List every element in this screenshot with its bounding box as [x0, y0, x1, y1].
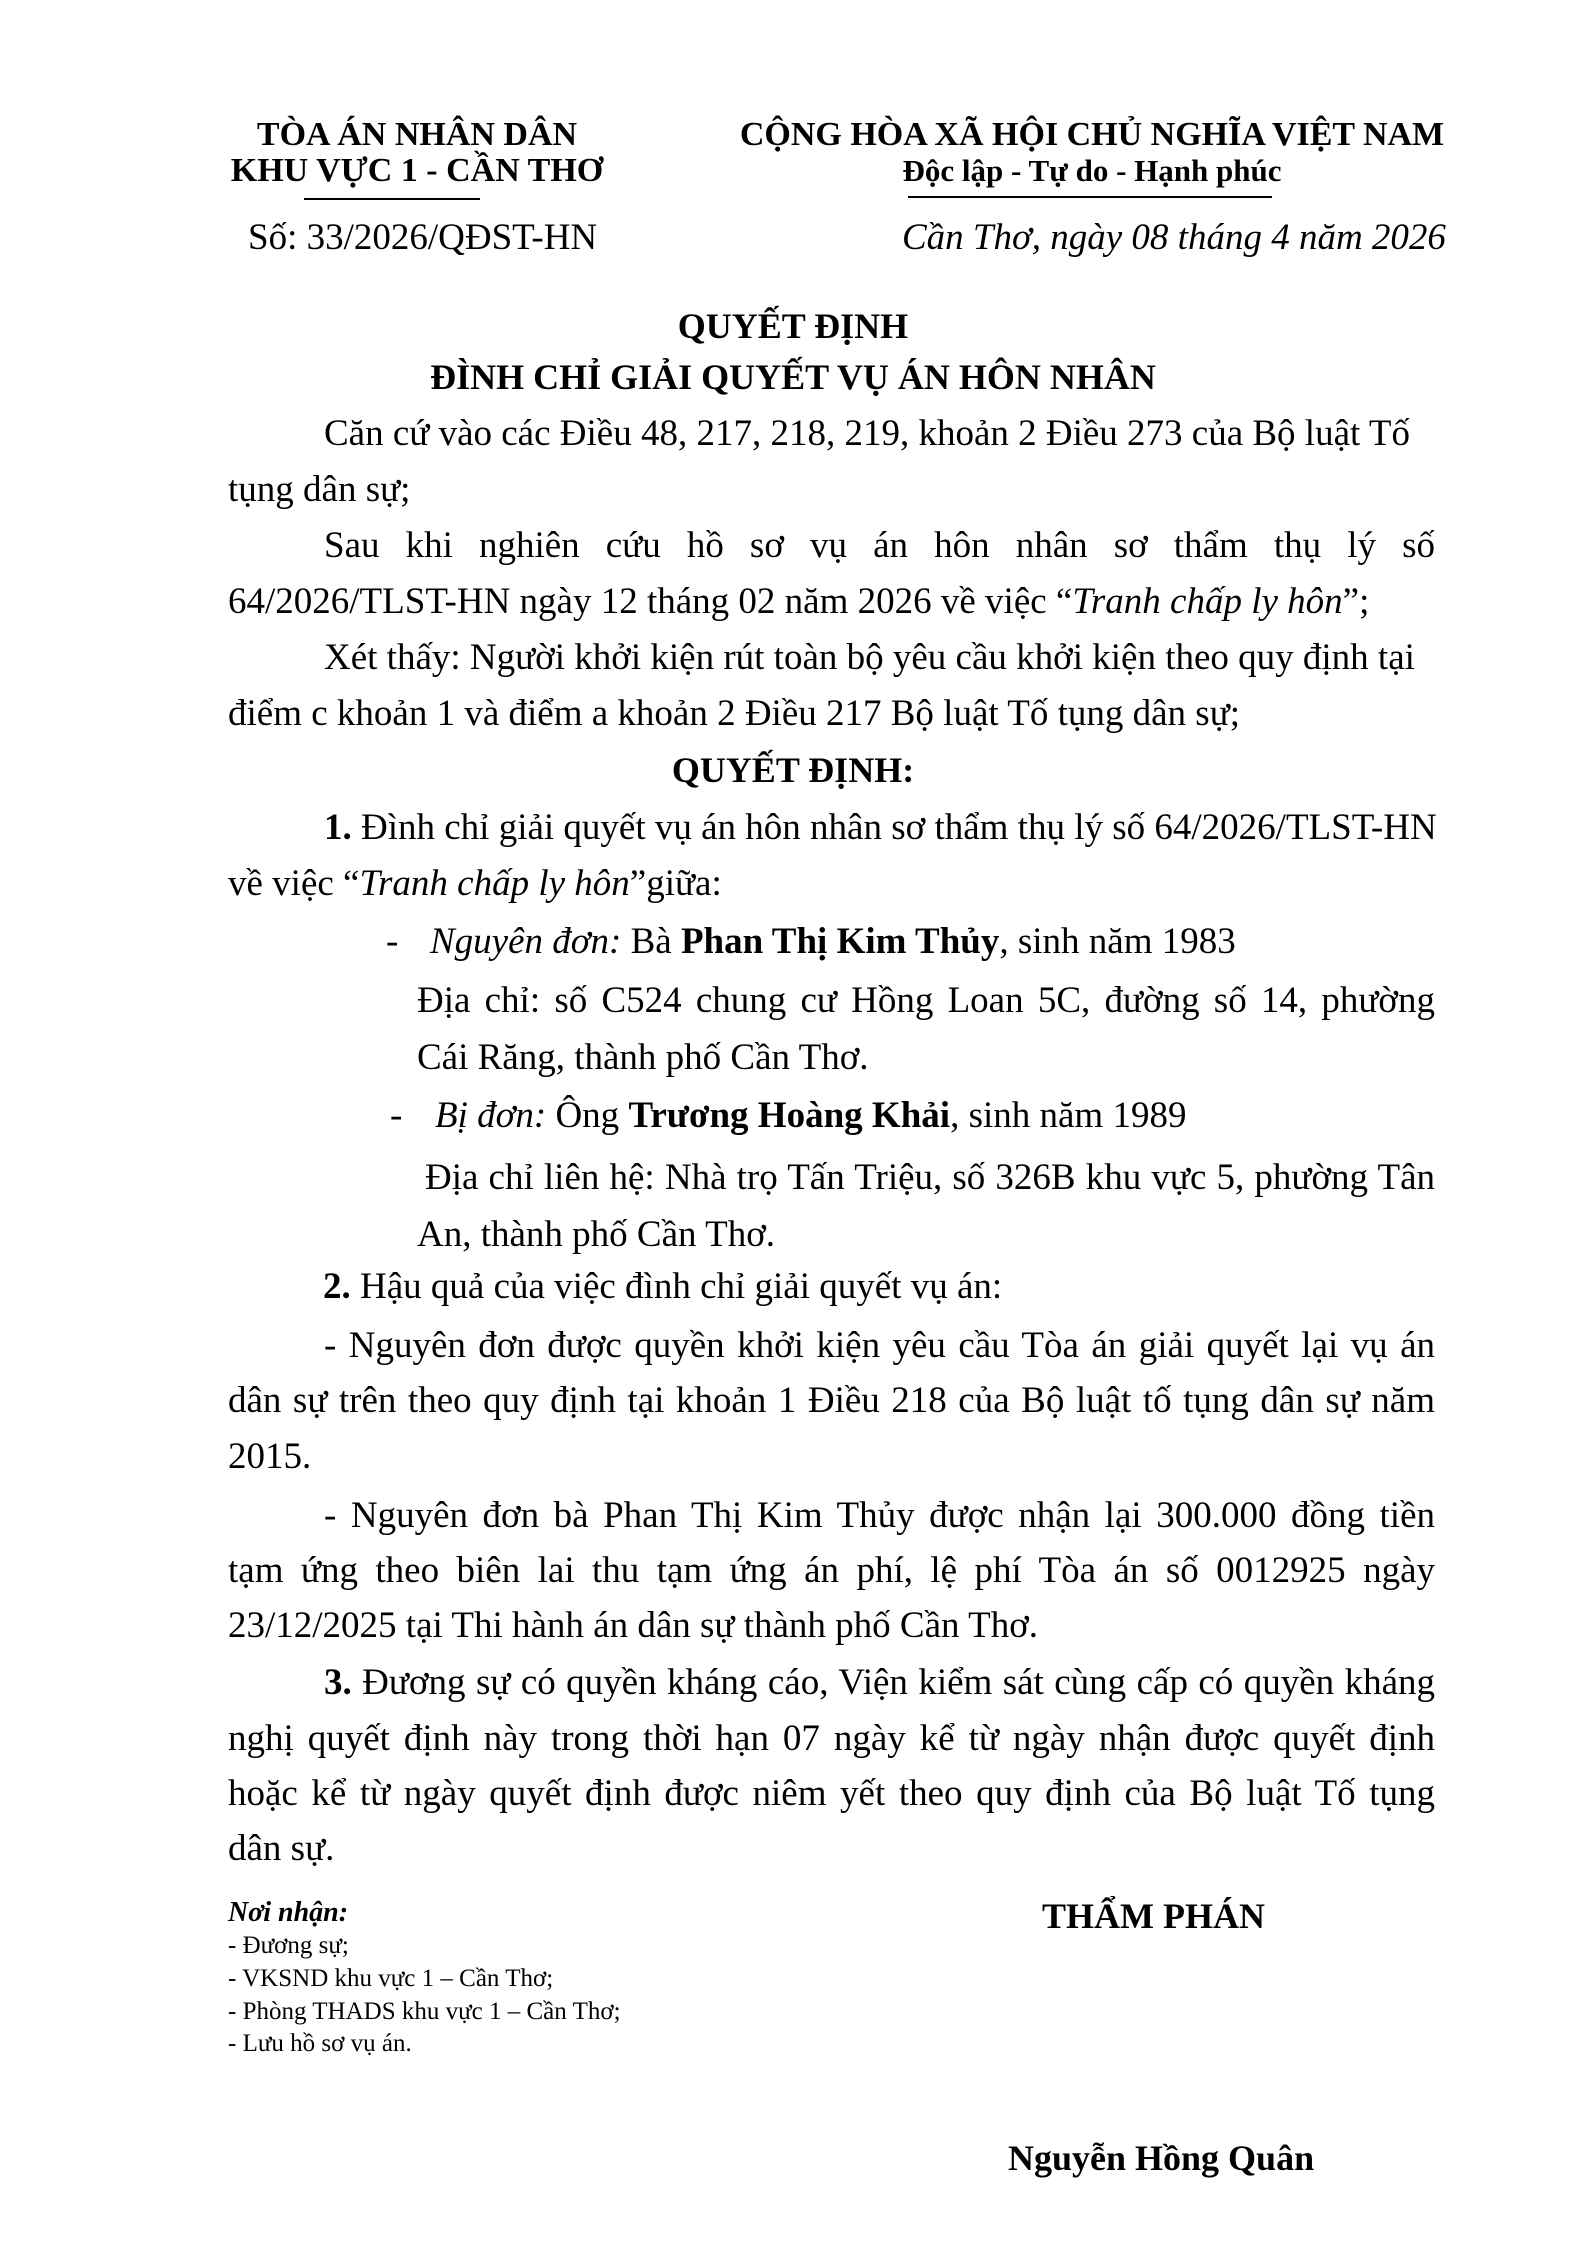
item2-a-line2 [228, 1379, 1435, 1423]
defendant-dash: - [390, 1095, 403, 1136]
item1-line2 [228, 862, 722, 906]
item1-between: ”giữa: [629, 863, 722, 904]
place-date: Cần Thơ, ngày 08 tháng 4 năm 2026 [902, 217, 1446, 258]
item2-a-line3: 2015. [228, 1436, 312, 1477]
court-name-line1: TÒA ÁN NHÂN DÂN [256, 116, 578, 153]
defendant-line [435, 1094, 1186, 1138]
case-review-text: Sau khi nghiên cứu hồ sơ vụ án hôn nhân sơ thẩm thụ lý số [324, 525, 1435, 566]
plaintiff-prefix: Bà [621, 921, 681, 962]
item3-text2: nghị quyết định này trong thời hạn 07 ngày kể từ ngày nhận được quyết định [228, 1718, 1435, 1759]
recipient-item: - VKSND khu vực 1 – Cần Thơ; [228, 1965, 554, 1992]
case-review-line1 [324, 524, 1435, 568]
item2-b-text1: - Nguyên đơn bà Phan Thị Kim Thủy được nhận lại 300.000 đồng tiền [324, 1495, 1435, 1536]
defendant-prefix: Ông [546, 1095, 629, 1136]
court-name [212, 115, 622, 191]
item3-line3 [228, 1772, 1435, 1816]
defendant-role: Bị đơn: [435, 1095, 547, 1136]
defendant-address-line1 [425, 1156, 1435, 1200]
item2-heading [323, 1265, 1002, 1309]
court-name-line2: KHU VỰC 1 - CẦN THƠ [230, 152, 604, 189]
item1-case-type: Tranh chấp ly hôn [359, 863, 630, 904]
document-title: QUYẾT ĐỊNH [677, 306, 909, 346]
item3-line2 [228, 1717, 1435, 1761]
consideration-line1: Xét thấy: Người khởi kiện rút toàn bộ yêu cầu khởi kiện theo quy định tại [324, 637, 1415, 678]
plaintiff-address-line1 [417, 979, 1435, 1023]
item1-number: 1. [324, 807, 352, 848]
item2-a-text1: - Nguyên đơn được quyền khởi kiện yêu cầu Tòa án giải quyết lại vụ án [324, 1325, 1435, 1366]
national-motto [712, 115, 1472, 191]
case-review-line2 [228, 580, 1369, 624]
item2-a-text2: dân sự trên theo quy định tại khoản 1 Điều 218 của Bộ luật tố tụng dân sự năm [228, 1380, 1435, 1421]
recipients-label: Nơi nhận: [228, 1897, 349, 1928]
signer-name: Nguyễn Hồng Quân [1008, 2138, 1315, 2178]
plaintiff-address: Địa chỉ: số C524 chung cư Hồng Loan 5C, đường số 14, phường [417, 980, 1435, 1021]
item2-title: Hậu quả của việc đình chỉ giải quyết vụ án: [350, 1266, 1003, 1307]
national-slogan-underline [908, 196, 1272, 198]
item3-text1: Đương sự có quyền kháng cáo, Viện kiểm sát cùng cấp có quyền kháng [351, 1662, 1435, 1703]
defendant-birth: , sinh năm 1989 [950, 1095, 1187, 1136]
plaintiff-name: Phan Thị Kim Thủy [680, 921, 1000, 962]
recipient-item: - Lưu hồ sơ vụ án. [228, 2030, 412, 2057]
item3-text3: hoặc kể từ ngày quyết định được niêm yết theo quy định của Bộ luật Tố tụng [228, 1773, 1435, 1814]
recipient-item: - Phòng THADS khu vực 1 – Cần Thơ; [228, 1998, 621, 2025]
item1-ref: về việc “ [228, 863, 360, 904]
case-type: Tranh chấp ly hôn [1072, 581, 1343, 622]
case-review-ref: 64/2026/TLST-HN ngày 12 tháng 02 năm 2026 về việc “ [228, 581, 1073, 622]
item2-b-line2 [228, 1549, 1435, 1593]
item3-number: 3. [324, 1662, 352, 1703]
case-review-end: ”; [1342, 581, 1370, 622]
item1-line1 [324, 806, 1437, 850]
consideration-line2: điểm c khoản 1 và điểm a khoản 2 Điều 217 Bộ luật Tố tụng dân sự; [228, 693, 1241, 734]
item2-b-line3: 23/12/2025 tại Thi hành án dân sự thành phố Cần Thơ. [228, 1605, 1039, 1646]
plaintiff-address-line2: Cái Răng, thành phố Cần Thơ. [417, 1037, 869, 1078]
defendant-address-line2: An, thành phố Cần Thơ. [417, 1214, 776, 1255]
national-name: CỘNG HÒA XÃ HỘI CHỦ NGHĨA VIỆT NAM [739, 116, 1445, 153]
defendant-name: Trương Hoàng Khải [628, 1095, 951, 1136]
plaintiff-birth: , sinh năm 1983 [999, 921, 1236, 962]
legal-basis-line1: Căn cứ vào các Điều 48, 217, 218, 219, khoản 2 Điều 273 của Bộ luật Tố [324, 413, 1410, 454]
item3-line4: dân sự. [228, 1828, 335, 1869]
item3-line1 [324, 1661, 1435, 1705]
decision-heading: QUYẾT ĐỊNH: [671, 750, 915, 790]
plaintiff-dash: - [386, 921, 399, 962]
legal-basis-line2: tụng dân sự; [228, 469, 411, 510]
plaintiff-line [430, 920, 1236, 964]
item1-text: Đình chỉ giải quyết vụ án hôn nhân sơ thẩm thụ lý số 64/2026/TLST-HN [351, 807, 1437, 848]
signer-title: THẨM PHÁN [1042, 1896, 1265, 1936]
item2-number: 2. [323, 1266, 351, 1307]
item2-a-line1 [324, 1324, 1435, 1368]
document-number: Số: 33/2026/QĐST-HN [248, 217, 598, 258]
recipient-item: - Đương sự; [228, 1932, 349, 1959]
item2-b-text2: tạm ứng theo biên lai thu tạm ứng án phí, lệ phí Tòa án số 0012925 ngày [228, 1550, 1435, 1591]
plaintiff-role: Nguyên đơn: [430, 921, 622, 962]
defendant-address: Địa chỉ liên hệ: Nhà trọ Tấn Triệu, số 326B khu vực 5, phường Tân [425, 1157, 1435, 1198]
document-subtitle: ĐÌNH CHỈ GIẢI QUYẾT VỤ ÁN HÔN NHÂN [430, 357, 1156, 397]
item2-b-line1 [324, 1494, 1435, 1538]
national-slogan: Độc lập - Tự do - Hạnh phúc [902, 153, 1282, 188]
court-name-underline [304, 198, 480, 200]
